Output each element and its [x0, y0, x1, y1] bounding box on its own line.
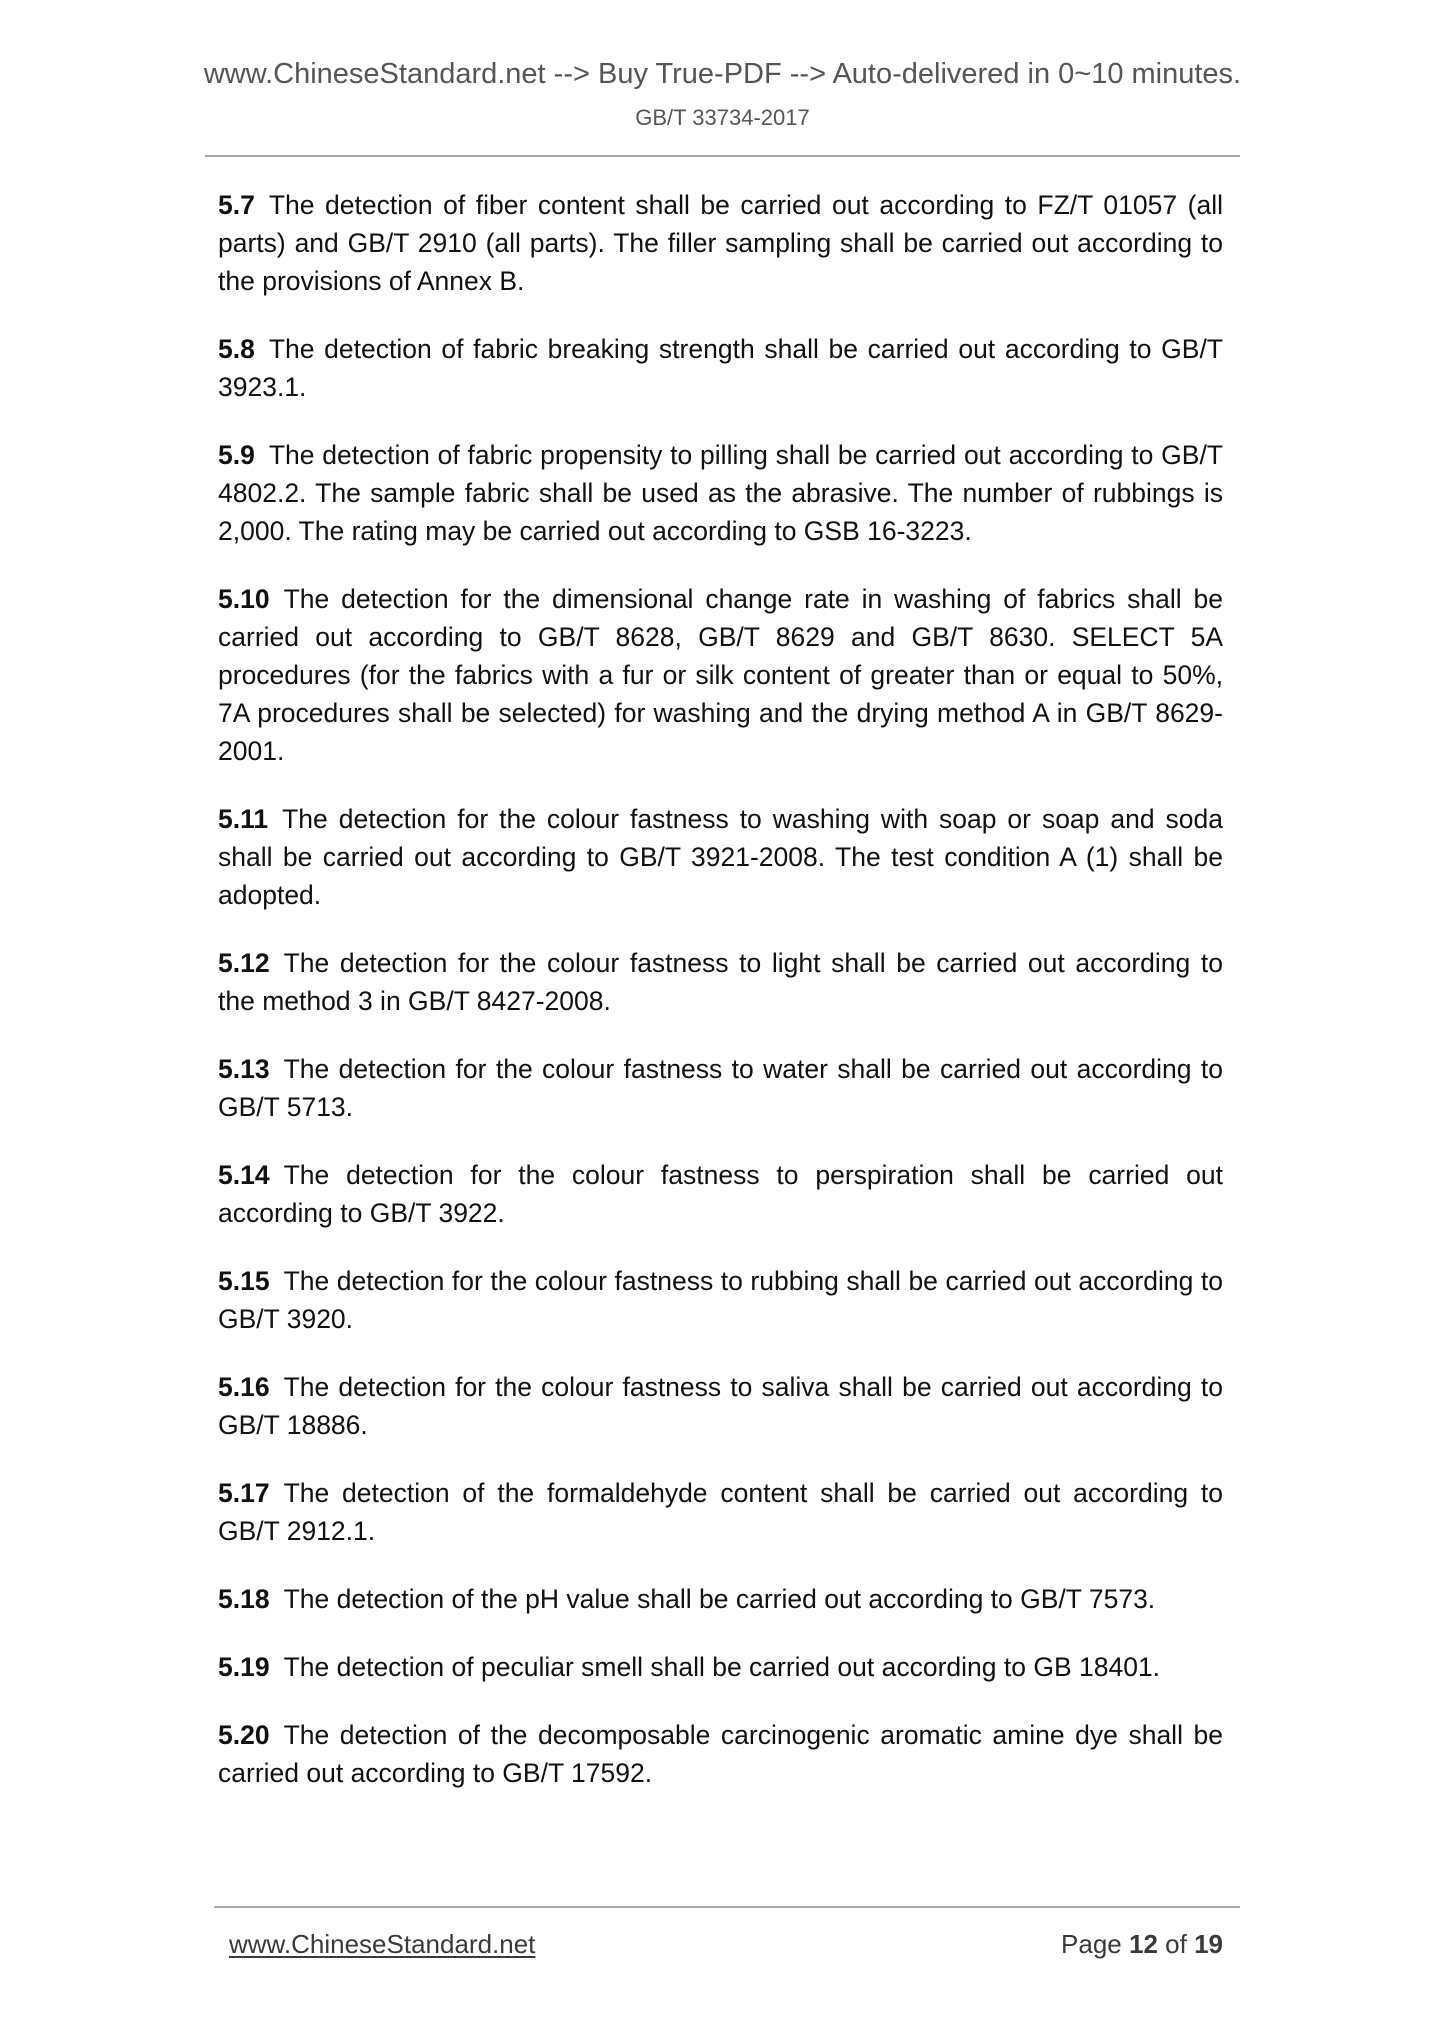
clause-text: The detection for the colour fastness to light shall be carried out according to the method 3 in GB/T 8427-2008. [218, 948, 1223, 1016]
document-body [218, 186, 1223, 1822]
clause-text: The detection of the decomposable carcinogenic aromatic amine dye shall be carried out according to GB/T 17592. [218, 1720, 1223, 1788]
clause-number: 5.20 [218, 1720, 270, 1750]
header-divider [205, 155, 1240, 157]
header-banner: www.ChineseStandard.net --> Buy True-PDF --> Auto-delivered in 0~10 minutes. [203, 58, 1242, 90]
clause-number: 5.8 [218, 334, 255, 364]
page-prefix: Page [1061, 1929, 1122, 1959]
clause-text: The detection for the colour fastness to water shall be carried out according to GB/T 5713. [218, 1054, 1223, 1122]
clause-5-17 [218, 1474, 1223, 1550]
clause-5-10 [218, 580, 1223, 770]
clause-number: 5.15 [218, 1266, 270, 1296]
clause-text: The detection for the colour fastness to washing with soap or soap and soda shall be carried out according to GB/T 3921-2008. The test condition A (1) shall be adopted. [218, 804, 1223, 910]
clause-number: 5.11 [218, 804, 269, 834]
clause-text: The detection of fabric propensity to pilling shall be carried out according to GB/T 4802.2. The sample fabric shall be used as the abrasive. The number of rubbings is 2,000. The rating may be carried out according to GSB 16-3223. [218, 440, 1223, 546]
clause-number: 5.13 [218, 1054, 270, 1084]
clause-number: 5.18 [218, 1584, 270, 1614]
clause-number: 5.12 [218, 948, 270, 978]
clause-number: 5.9 [218, 440, 255, 470]
clause-5-12 [218, 944, 1223, 1020]
clause-text: The detection for the colour fastness to perspiration shall be carried out according to GB/T 3922. [218, 1160, 1223, 1228]
clause-5-16 [218, 1368, 1223, 1444]
clause-5-11 [218, 800, 1223, 914]
clause-5-14 [218, 1156, 1223, 1232]
standard-code: GB/T 33734-2017 [635, 105, 810, 130]
page-of: of [1165, 1929, 1187, 1959]
clause-text: The detection of fabric breaking strength shall be carried out according to GB/T 3923.1. [218, 334, 1223, 402]
clause-number: 5.10 [218, 584, 270, 614]
clause-text: The detection for the colour fastness to rubbing shall be carried out according to GB/T 3920. [218, 1266, 1223, 1334]
clause-text: The detection for the dimensional change rate in washing of fabrics shall be carried out according to GB/T 8628, GB/T 8629 and GB/T 8630. SELECT 5A procedures (for the fabrics with a fur or silk content of greater than or equal to 50%, 7A procedures shall be selected) for washing and the drying method A in GB/T 8629-2001. [218, 584, 1223, 766]
page-current: 12 [1129, 1929, 1158, 1959]
clause-5-7 [218, 186, 1223, 300]
clause-text: The detection for the colour fastness to saliva shall be carried out according to GB/T 18886. [218, 1372, 1223, 1440]
footer-divider [214, 1906, 1240, 1908]
clause-5-15 [218, 1262, 1223, 1338]
page-indicator [1061, 1928, 1223, 1960]
page-total: 19 [1194, 1929, 1223, 1959]
clause-5-19 [218, 1648, 1223, 1686]
clause-text: The detection of the pH value shall be carried out according to GB/T 7573. [283, 1584, 1156, 1614]
clause-5-18 [218, 1580, 1223, 1618]
clause-number: 5.17 [218, 1478, 270, 1508]
footer-site-link[interactable]: www.ChineseStandard.net [229, 1929, 536, 1959]
clause-number: 5.14 [218, 1160, 270, 1190]
clause-number: 5.7 [218, 190, 255, 220]
clause-5-8 [218, 330, 1223, 406]
clause-5-9 [218, 436, 1223, 550]
clause-text: The detection of fiber content shall be carried out according to FZ/T 01057 (all parts) and GB/T 2910 (all parts). The filler sampling shall be carried out according to the provisions of Annex B. [218, 190, 1223, 296]
clause-text: The detection of the formaldehyde content shall be carried out according to GB/T 2912.1. [218, 1478, 1223, 1546]
clause-5-20 [218, 1716, 1223, 1792]
clause-number: 5.19 [218, 1652, 270, 1682]
clause-number: 5.16 [218, 1372, 270, 1402]
clause-text: The detection of peculiar smell shall be carried out according to GB 18401. [283, 1652, 1161, 1682]
clause-5-13 [218, 1050, 1223, 1126]
